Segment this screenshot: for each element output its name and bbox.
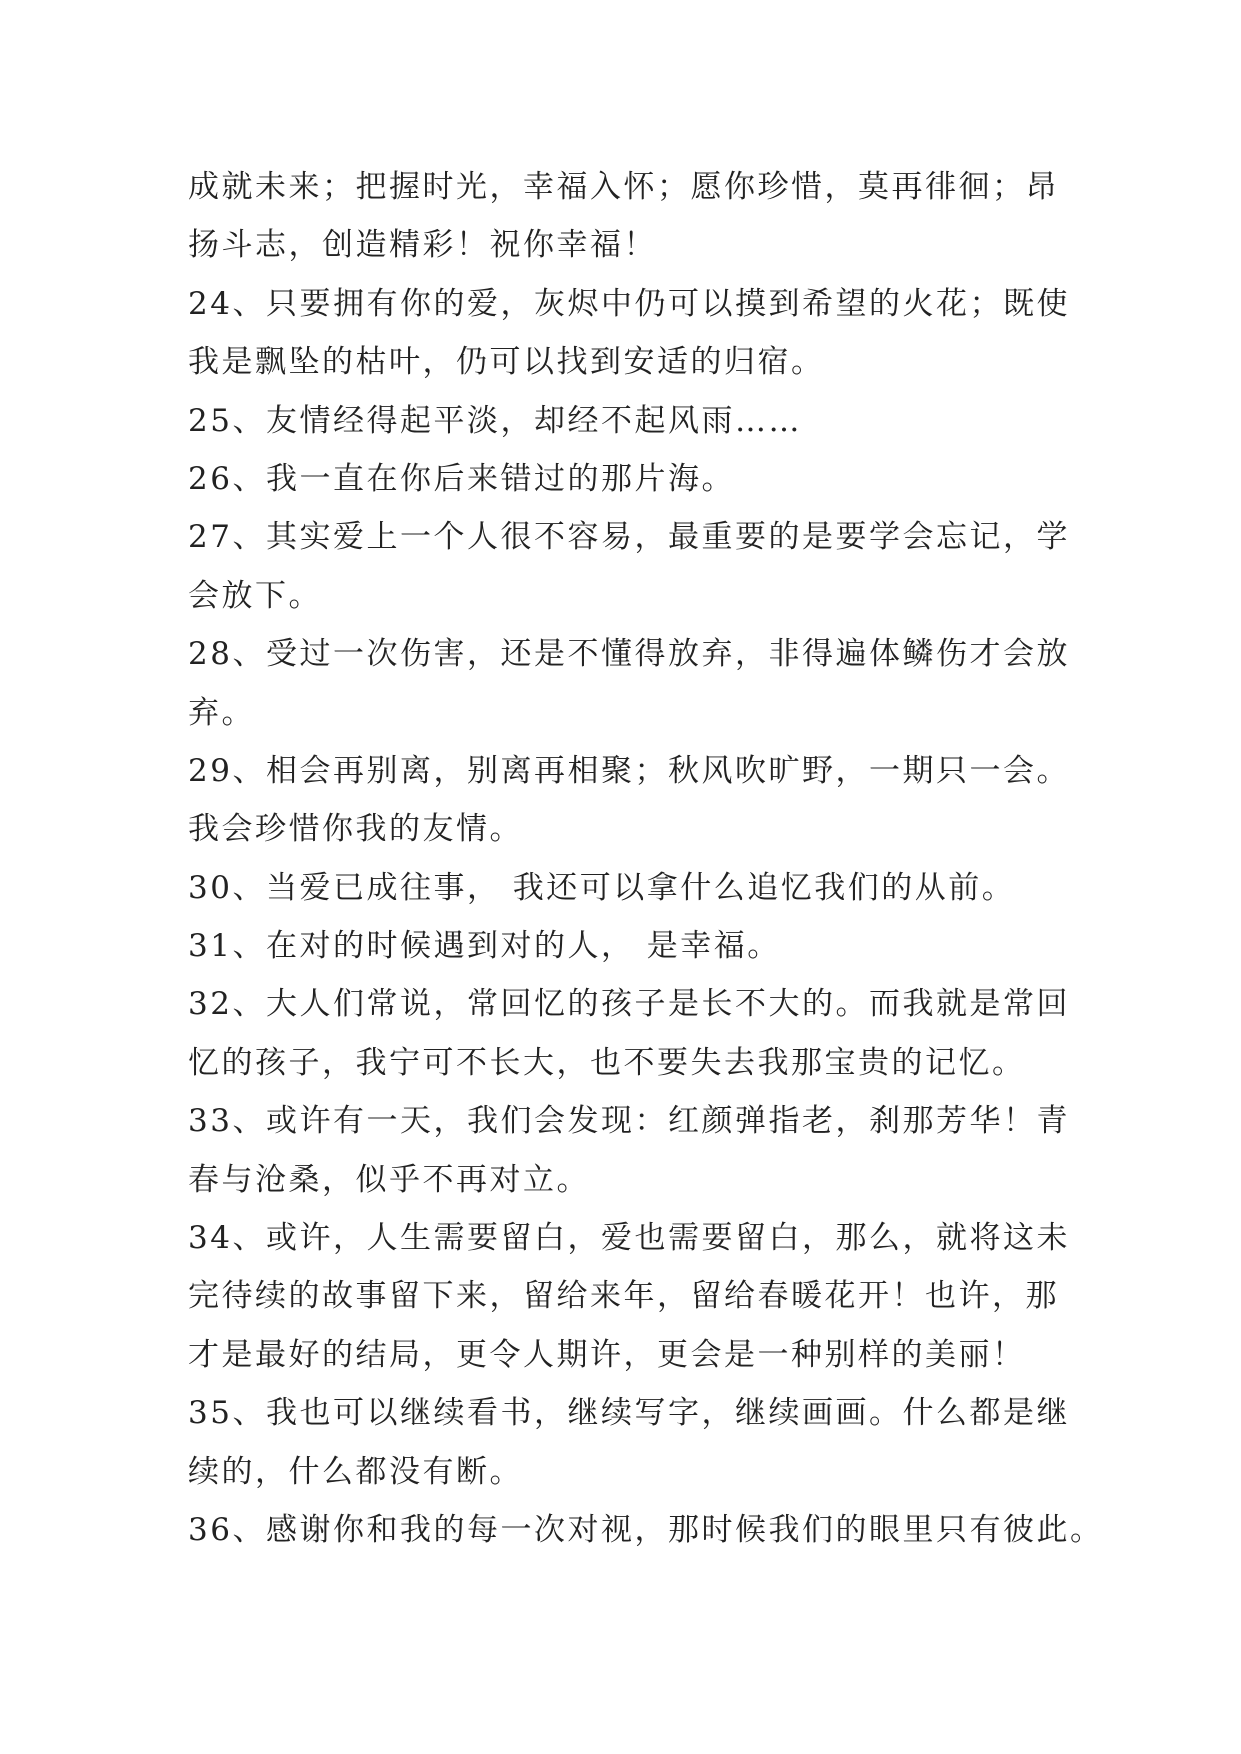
text-line: 续的，什么都没有断。	[188, 1453, 523, 1490]
text-line: 32、大人们常说，常回忆的孩子是长不大的。而我就是常回	[188, 986, 1070, 1023]
text-line: 25、友情经得起平淡，却经不起风雨……	[188, 402, 802, 439]
text-line: 33、或许有一天，我们会发现：红颜弹指老，刹那芳华！青	[188, 1103, 1070, 1140]
text-line: 弃。	[188, 694, 255, 731]
text-line: 26、我一直在你后来错过的那片海。	[188, 460, 735, 497]
text-line: 24、只要拥有你的爱，灰烬中仍可以摸到希望的火花；既使	[188, 285, 1070, 322]
document-body	[188, 158, 1104, 1559]
text-line: 成就未来；把握时光，幸福入怀；愿你珍惜，莫再徘徊；昂	[188, 169, 1059, 205]
text-line: 会放下。	[188, 577, 322, 614]
text-line: 我会珍惜你我的友情。	[188, 811, 523, 848]
text-line: 春与沧桑，似乎不再对立。	[188, 1161, 590, 1198]
text-line: 29、相会再别离，别离再相聚；秋风吹旷野，一期只一会。	[188, 752, 1070, 789]
text-line: 扬斗志，创造精彩！祝你幸福！	[188, 227, 657, 264]
text-line: 36、感谢你和我的每一次对视，那时候我们的眼里只有彼此。	[188, 1511, 1104, 1548]
text-line: 忆的孩子，我宁可不长大，也不要失去我那宝贵的记忆。	[188, 1044, 1026, 1081]
text-line: 完待续的故事留下来，留给来年，留给春暖花开！也许，那	[188, 1278, 1059, 1315]
text-line: 27、其实爱上一个人很不容易，最重要的是要学会忘记，学	[188, 519, 1070, 556]
text-line: 35、我也可以继续看书，继续写字，继续画画。什么都是继	[188, 1395, 1070, 1432]
text-line: 31、在对的时候遇到对的人， 是幸福。	[188, 928, 781, 965]
text-line: 30、当爱已成往事， 我还可以拿什么追忆我们的从前。	[188, 869, 1016, 906]
text-line: 34、或许，人生需要留白，爱也需要留白，那么，就将这未	[188, 1220, 1070, 1257]
text-line: 我是飘坠的枯叶，仍可以找到安适的归宿。	[188, 344, 825, 381]
text-line: 才是最好的结局，更令人期许，更会是一种别样的美丽！	[188, 1336, 1026, 1373]
text-line: 28、受过一次伤害，还是不懂得放弃，非得遍体鳞伤才会放	[188, 636, 1070, 673]
